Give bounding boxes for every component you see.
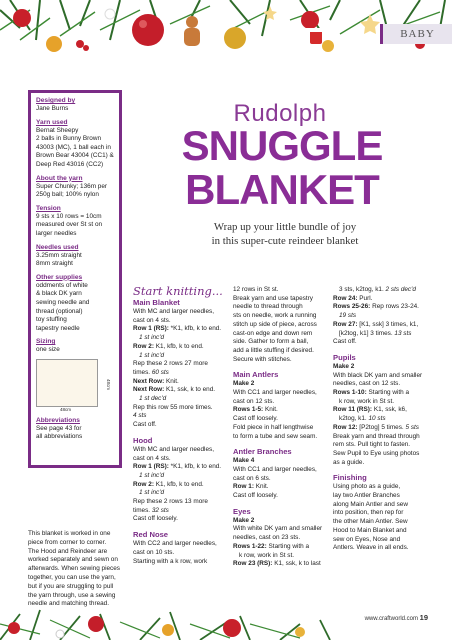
title-rudolph: Rudolph (233, 100, 327, 127)
designer-name: Jane Burns (36, 105, 69, 112)
needles-text: 3.25mm straight 8mm straight (36, 251, 82, 268)
abbreviations-text: See page 43 for all abbreviations (36, 424, 83, 441)
pattern-column-3: 3 sts, k2tog, k1. 2 sts dec'd Row 24: Purl. Rows 25-26: Rep rows 23-24. 19 sts Row 27: [K1, ssk] 3 times, k1, [k2tog, k1] 3 times. 13 sts Cast off. Pupils Make 2 With black DK yarn and smaller needles, cast on 12 sts. Rows 1-10: Starting with a k row, work in St st. Row 11 (RS): K1, ssk, k6, k2tog, k1. 10 sts Row 12: [P2tog] 5 times. 5 sts Break yarn and thread through rem sts. Pull tight to fasten. Sew Pupil to Eye using photos as a guide. Finishing Using photo as a guide, lay two Antler Branches along Main Antler and sew into position, then rep for the other Main Antler. Sew Hood to Main Blanket and sew on Eyes, Nose and Antlers. Weave in all ends. (333, 292, 431, 553)
start-knitting-heading: Start knitting... (133, 284, 223, 298)
pattern-column-2: 12 rows in St st. Break yarn and use tapestry needle to thread through sts on needle, work a running stitch up side of piece, across cast-on edge and down rem side. Gather to form a ball, add a little stuffing if desired. Secure with stitches. Main Antlers Make 2 With CC1 and larger needles, cast on 12 sts. Rows 1-5: Knit. Cast off loosely. Fold piece in half lengthwise to form a tube and sew seam. Antler Branches Make 4 With CC1 and larger needles, cast on 6 sts. Row 1: Knit. Cast off loosely. Eyes Make 2 With white DK yarn and smaller needles, cast on 23 sts. Rows 1-22: Starting with a k row, work in St st. Row 23 (RS): K1, ssk, k to last (233, 292, 331, 569)
footer-website: www.craftworld.com (364, 616, 418, 622)
about-yarn-heading: About the yarn (36, 174, 83, 182)
tension-text: 9 sts x 10 rows = 10cm measured over St st on larger needles (36, 212, 103, 237)
antler-branches-heading: Antler Branches (233, 447, 292, 457)
section-tab: BABY (380, 24, 452, 44)
sizing-heading: Sizing (36, 338, 56, 346)
abbreviations-heading: Abbreviations (36, 416, 80, 424)
red-nose-heading: Red Nose (133, 530, 169, 540)
intro-paragraph: This blanket is worked in one piece from corner to corner. The Hood and Reindeer are worked separately and sewn on afterwards. When sewing pieces together, you can use the yarn, but if you are struggling to pull the yarn through, use a sewing needle and matching thread. (28, 530, 120, 608)
yarn-used-heading: Yarn used (36, 118, 68, 126)
page-number: 19 (419, 613, 428, 622)
size-height-label: 48cm (106, 378, 112, 390)
size-diagram (36, 359, 112, 407)
pupils-heading: Pupils (333, 352, 356, 362)
tension-heading: Tension (36, 204, 61, 212)
page-footer (365, 613, 428, 622)
supplies-heading: Other supplies (36, 273, 83, 281)
yarn-used-text: Bernat Sheepy 2 balls in Bunny Brown 43003 (MC), 1 ball each in Brown Bear 43004 (CC1) & Deep Red 43016 (CC2) (36, 126, 114, 168)
eyes-heading: Eyes (233, 506, 251, 516)
about-yarn-text: Super Chunky; 136m per 250g ball; 100% nylon (36, 182, 108, 199)
size-width-label: 48cm (60, 406, 72, 412)
title-blanket: BLANKET (185, 166, 379, 213)
title-snuggle: SNUGGLE (181, 122, 383, 169)
supplies-text: oddments of white & black DK yarn sewing needle and thread (optional) toy stuffing tapestry needle (36, 281, 90, 332)
subtitle: Wrap up your little bundle of joy in this super-cute reindeer blanket (211, 221, 359, 247)
finishing-heading: Finishing (333, 473, 367, 483)
main-antlers-heading: Main Antlers (233, 370, 279, 380)
designed-by-heading: Designed by (36, 97, 76, 104)
materials-sidebar (28, 90, 122, 468)
needles-heading: Needles used (36, 243, 79, 251)
hood-heading: Hood (133, 435, 153, 445)
main-blanket-heading: Main Blanket (133, 298, 180, 307)
pattern-column-1: Main Blanket With MC and larger needles, cast on 4 sts. Row 1 (RS): *K1, kfb, k to end. 1 st inc'd Row 2: K1, kfb, k to end. 1 st inc'd Rep these 2 rows 27 more times. 60 sts Next Row: Knit. Next Row: K1, ssk, k to end. 1 st dec'd Rep this row 55 more times. 4 sts Cast off. Hood With MC and larger needles, cast on 4 sts. Row 1 (RS): *K1, kfb, k to end. 1 st inc'd Row 2: K1, kfb, k to end. 1 st inc'd Rep these 2 rows 13 more times. 32 sts Cast off loosely. Red Nose With CC2 and larger needles, cast on 10 sts. Starting with a k row, work (133, 292, 231, 566)
sizing-text: one size (36, 346, 60, 354)
